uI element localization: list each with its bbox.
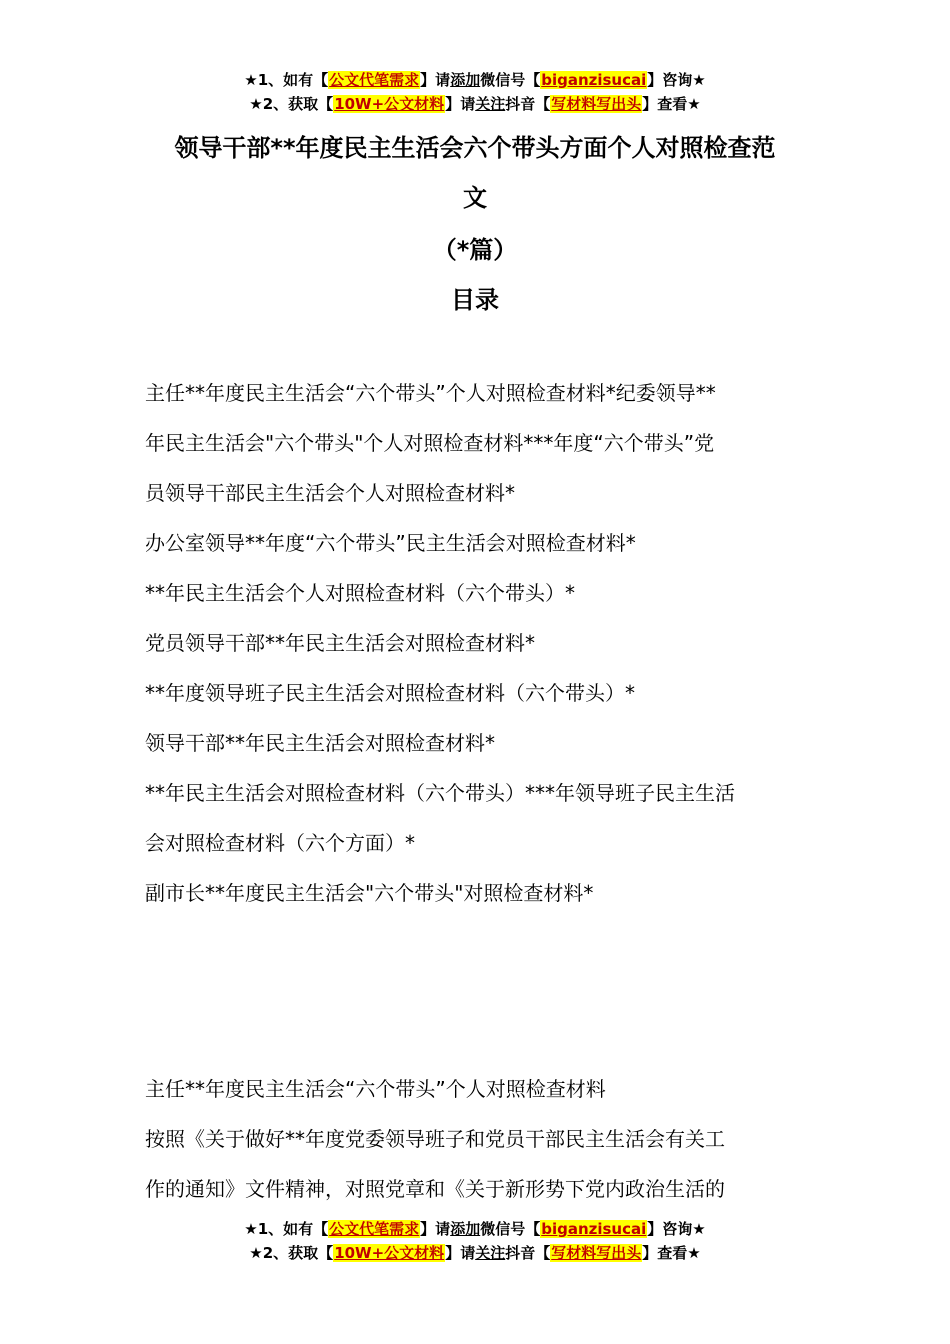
banner-line-2 [0,92,950,116]
toc-line: **年民主生活会对照检查材料（六个带头）***年领导班子民主生活 [145,781,735,805]
banner-text: ★2、获取【 [249,1244,334,1262]
banner-highlight: 10W+公文材料 [334,1244,445,1262]
toc-line: **年民主生活会个人对照检查材料（六个带头）* [145,581,575,605]
banner-highlight: biganzisucai [541,1220,647,1238]
banner-highlight: biganzisucai [541,71,647,89]
banner-text: 】请 [420,1220,451,1238]
banner-line-2 [0,1241,950,1265]
banner-emphasis: 关注 [475,1244,506,1262]
toc-heading: 目录 [451,286,499,314]
banner-text: ★1、如有【 [244,71,329,89]
banner-line-1 [0,1217,950,1241]
banner-text: 】查看★ [642,95,701,113]
toc-line: 主任**年度民主生活会“六个带头”个人对照检查材料*纪委领导** [145,381,716,405]
toc-line: **年度领导班子民主生活会对照检查材料（六个带头）* [145,681,635,705]
toc-line: 党员领导干部**年民主生活会对照检查材料* [145,631,535,655]
banner-text: 】请 [445,95,476,113]
banner-text: 】查看★ [642,1244,701,1262]
banner-highlight: 10W+公文材料 [334,95,445,113]
article-heading: 主任**年度民主生活会“六个带头”个人对照检查材料 [145,1077,606,1101]
banner-text: 】咨询★ [647,71,706,89]
toc-line: 年民主生活会"六个带头"个人对照检查材料***年度“六个带头”党 [145,431,715,455]
banner-line-1 [0,68,950,92]
article-line: 按照《关于做好**年度党委领导班子和党员干部民主生活会有关工 [145,1127,725,1151]
top-banner [0,68,950,116]
table-of-contents [145,368,810,918]
banner-text: 】咨询★ [647,1220,706,1238]
banner-emphasis: 关注 [475,95,506,113]
article-line: 作的通知》文件精神，对照党章和《关于新形势下党内政治生活的 [145,1177,725,1201]
toc-line: 领导干部**年民主生活会对照检查材料* [145,731,495,755]
bottom-banner [0,1217,950,1265]
banner-emphasis: 添加 [450,1220,481,1238]
banner-emphasis: 添加 [450,71,481,89]
banner-highlight: 写材料写出头 [551,95,642,113]
toc-line: 员领导干部民主生活会个人对照检查材料* [145,481,515,505]
banner-text: 抖音【 [505,95,551,113]
banner-text: 微信号【 [480,1220,541,1238]
document-title-continued: 文 [463,184,487,212]
banner-text: ★1、如有【 [244,1220,329,1238]
banner-highlight: 写材料写出头 [551,1244,642,1262]
toc-line: 办公室领导**年度“六个带头”民主生活会对照检查材料* [145,531,636,555]
banner-text: 抖音【 [505,1244,551,1262]
banner-highlight: 公文代笔需求 [329,1220,420,1238]
document-title: 领导干部**年度民主生活会六个带头方面个人对照检查范 [174,134,776,162]
banner-text: 】请 [420,71,451,89]
article-section [145,1064,810,1214]
banner-text: ★2、获取【 [249,95,334,113]
banner-text: 微信号【 [480,71,541,89]
document-subtitle: （*篇） [432,236,518,264]
banner-highlight: 公文代笔需求 [329,71,420,89]
toc-line: 会对照检查材料（六个方面）* [145,831,415,855]
banner-text: 】请 [445,1244,476,1262]
toc-line: 副市长**年度民主生活会"六个带头"对照检查材料* [145,881,594,905]
